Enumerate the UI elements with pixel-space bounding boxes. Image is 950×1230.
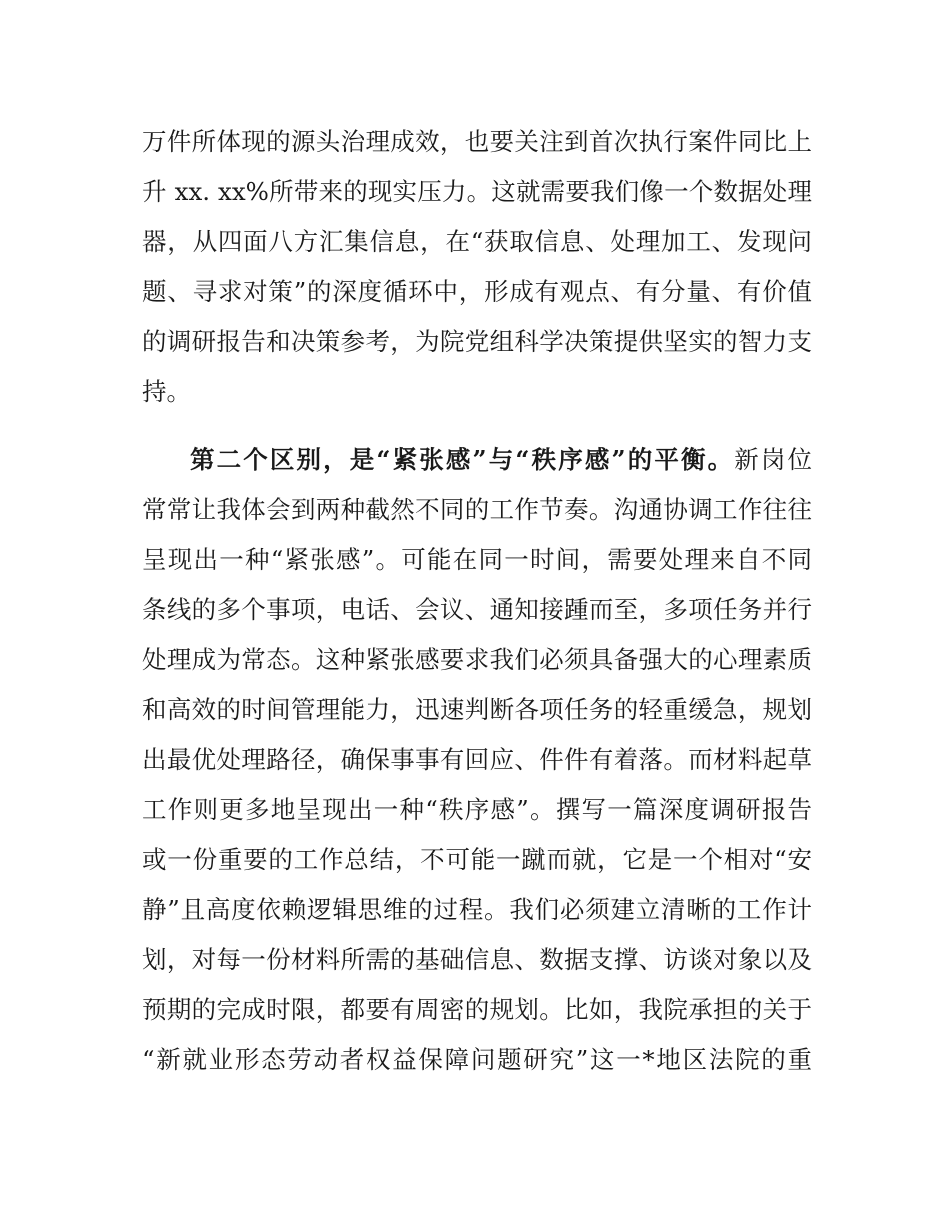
paragraph-1-line-2: 升 xx. xx%所带来的现实压力。这就需要我们像一个数据处理 [142,177,812,206]
paragraph-2-line-9: 或一份重要的工作总结，不可能一蹴而就，它是一个相对“安 [142,845,812,874]
paragraph-2-line-12: 预期的完成时限，都要有周密的规划。比如，我院承担的关于 [142,995,812,1024]
paragraph-2-line-1 [190,440,812,480]
paragraph-1-line-1: 万件所体现的源头治理成效，也要关注到首次执行案件同比上 [142,127,812,156]
paragraph-2-line-7: 出最优处理路径，确保事事有回应、件件有着落。而材料起草 [142,745,812,774]
paragraph-1-line-5: 的调研报告和决策参考，为院党组科学决策提供坚实的智力支 [142,327,812,356]
paragraph-2-line-4: 条线的多个事项，电话、会议、通知接踵而至，多项任务并行 [142,595,812,624]
paragraph-1-line-3: 器，从四面八方汇集信息，在“获取信息、处理加工、发现问 [142,227,812,256]
paragraph-2-line-2: 常常让我体会到两种截然不同的工作节奏。沟通协调工作往往 [142,495,812,524]
paragraph-2-line-13: “新就业形态劳动者权益保障问题研究”这一*地区法院的重 [142,1045,812,1074]
paragraph-2-line-11: 划，对每一份材料所需的基础信息、数据支撑、访谈对象以及 [142,945,812,974]
paragraph-2-line-5: 处理成为常态。这种紧张感要求我们必须具备强大的心理素质 [142,645,812,674]
paragraph-2-line-8: 工作则更多地呈现出一种“秩序感”。撰写一篇深度调研报告 [142,795,812,824]
paragraph-2-line-10: 静”且高度依赖逻辑思维的过程。我们必须建立清晰的工作计 [142,895,812,924]
paragraph-2-line-6: 和高效的时间管理能力，迅速判断各项任务的轻重缓急，规划 [142,695,812,724]
paragraph-1-line-4: 题、寻求对策”的深度循环中，形成有观点、有分量、有价值 [142,277,812,306]
paragraph-2-line-3: 呈现出一种“紧张感”。可能在同一时间，需要处理来自不同 [142,545,812,574]
paragraph-1-line-6: 持。 [142,377,191,406]
paragraph-2-heading: 第二个区别，是“紧张感”与“秩序感”的平衡。 [190,445,735,474]
paragraph-2-line-1-rest: 新岗位 [734,445,812,474]
